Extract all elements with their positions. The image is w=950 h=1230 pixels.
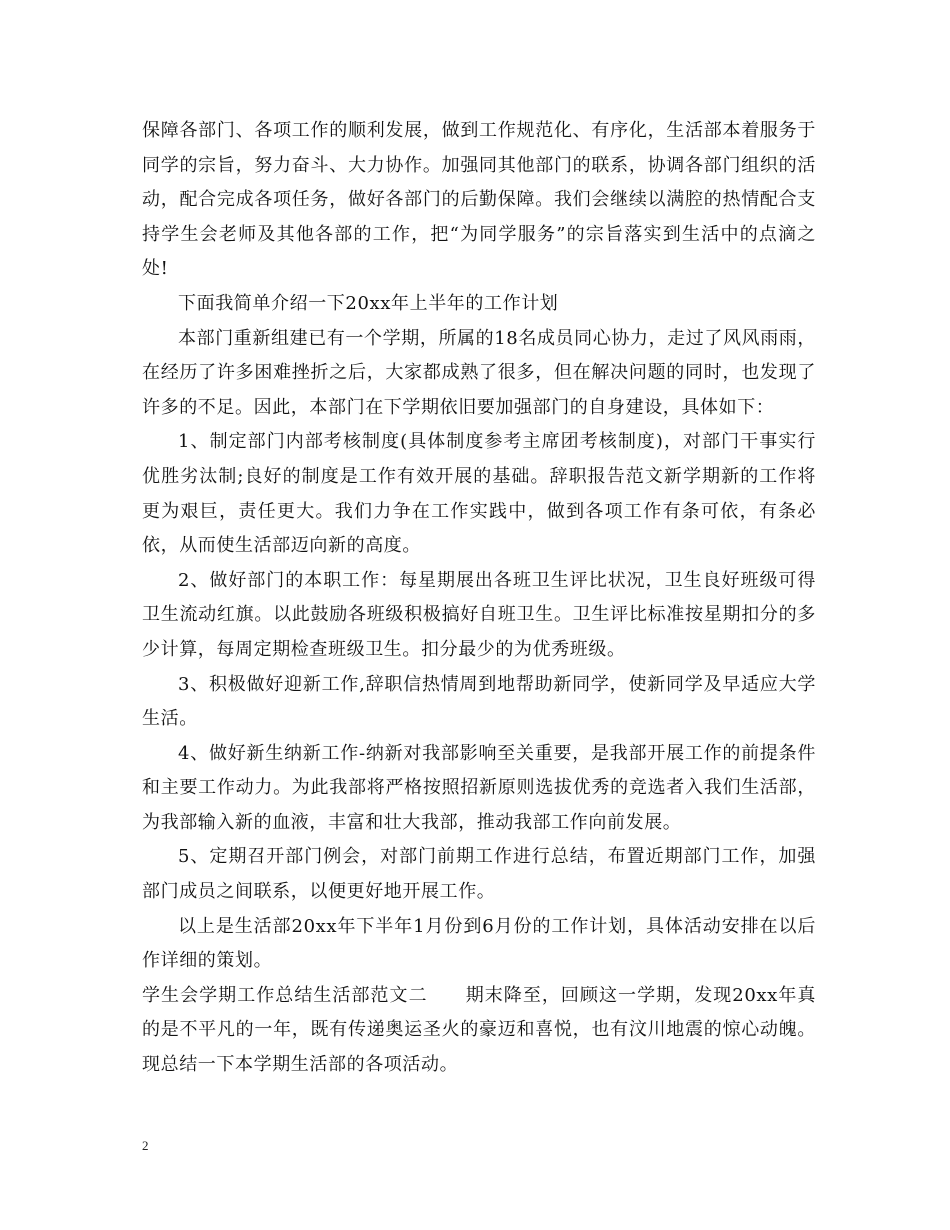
paragraph-item-3: 3、积极做好迎新工作,辞职信热情周到地帮助新同学，使新同学及早适应大学生活。 (142, 673, 816, 730)
paragraph-item-2: 2、做好部门的本职工作：每星期展出各班卫生评比状况，卫生良好班级可得卫生流动红旗。以此鼓励各班级积极搞好自班卫生。卫生评比标准按星期扣分的多少计算，每周定期检查班级卫生。扣分最少的为优秀班级。 (142, 569, 816, 660)
paragraph-item-5: 5、定期召开部门例会，对部门前期工作进行总结，布置近期部门工作，加强部门成员之间联系，以便更好地开展工作。 (142, 846, 816, 903)
document-body (142, 114, 816, 1083)
page-number: 2 (142, 1138, 149, 1153)
paragraph-plan-heading: 下面我简单介绍一下20xx年上半年的工作计划 (178, 292, 559, 314)
paragraph-department-overview: 本部门重新组建已有一个学期，所属的18名成员同心协力，走过了风风雨雨，在经历了许多困难挫折之后，大家都成熟了很多，但在解决问题的同时，也发现了许多的不足。因此，本部门在下学期依旧要加强部门的自身建设，具体如下： (142, 327, 816, 418)
paragraph-second-sample: 学生会学期工作总结生活部范文二 期末降至，回顾这一学期，发现20xx年真的是不平凡的一年，既有传递奥运圣火的豪迈和喜悦，也有汶川地震的惊心动魄。现总结一下本学期生活部的各项活动。 (142, 984, 816, 1076)
paragraph-plan-summary: 以上是生活部20xx年下半年1月份到6月份的工作计划，具体活动安排在以后作详细的策划。 (142, 915, 816, 972)
paragraph-item-4: 4、做好新生纳新工作-纳新对我部影响至关重要，是我部开展工作的前提条件和主要工作动力。为此我部将严格按照招新原则选拔优秀的竞选者入我们生活部，为我部输入新的血液，丰富和壮大我部，推动我部工作向前发展。 (142, 742, 816, 833)
paragraph-intro-continuation: 保障各部门、各项工作的顺利发展，做到工作规范化、有序化，生活部本着服务于同学的宗旨，努力奋斗、大力协作。加强同其他部门的联系，协调各部门组织的活动，配合完成各项任务，做好各部门的后勤保障。我们会继续以满腔的热情配合支持学生会老师及其他各部的工作，把“为同学服务”的宗旨落实到生活中的点滴之处! (142, 120, 816, 280)
paragraph-item-1: 1、制定部门内部考核制度(具体制度参考主席团考核制度)，对部门干事实行优胜劣汰制;良好的制度是工作有效开展的基础。辞职报告范文新学期新的工作将更为艰巨，责任更大。我们力争在工作实践中，做到各项工作有条可依，有条必依，从而使生活部迈向新的高度。 (142, 431, 816, 557)
